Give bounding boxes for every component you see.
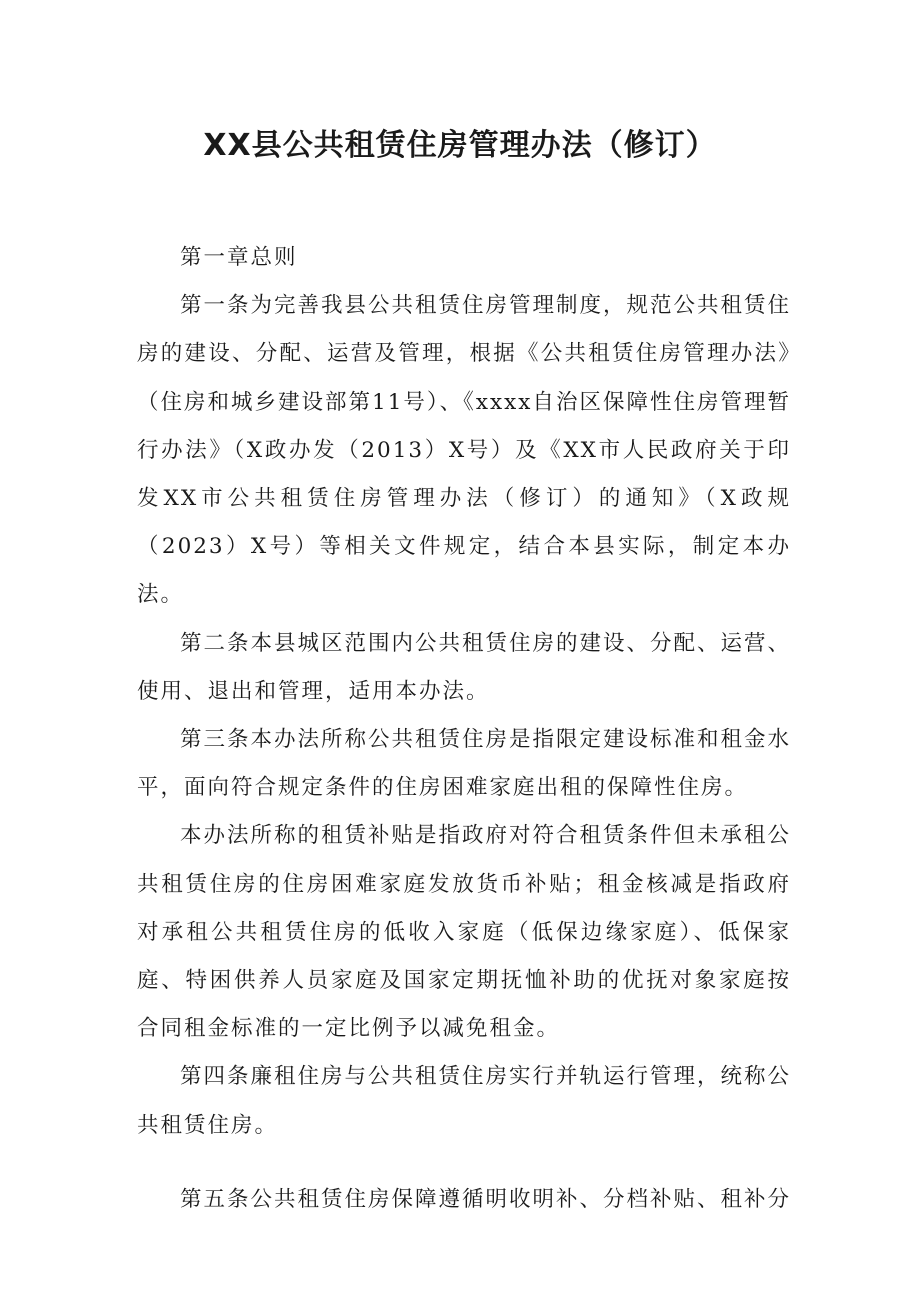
document-body (137, 234, 791, 1224)
subsidy-definition-paragraph: 本办法所称的租赁补贴是指政府对符合租赁条件但未承租公共租赁住房的住房困难家庭发放货币补贴；租金核减是指政府对承租公共租赁住房的低收入家庭（低保边缘家庭）、低保家庭、特困供养人员家庭及国家定期抚恤补助的优抚对象家庭按合同租金标准的一定比例予以减免租金。 (137, 823, 792, 1042)
document-title: XX县公共租赁住房管理办法（修订） (203, 128, 717, 163)
article-5-paragraph: 第五条公共租赁住房保障遵循明收明补、分档补贴、租补分 (180, 1186, 792, 1212)
chapter-heading: 第一章总则 (180, 245, 298, 270)
article-3-paragraph: 第三条本办法所称公共租赁住房是指限定建设标准和租金水平，面向符合规定条件的住房困难家庭出租的保障性住房。 (137, 727, 792, 801)
article-4-paragraph: 第四条廉租住房与公共租赁住房实行并轨运行管理，统称公共租赁住房。 (137, 1064, 792, 1138)
article-2-paragraph: 第二条本县城区范围内公共租赁住房的建设、分配、运营、使用、退出和管理，适用本办法。 (137, 630, 792, 704)
article-1-paragraph: 第一条为完善我县公共租赁住房管理制度，规范公共租赁住房的建设、分配、运营及管理，根据《公共租赁住房管理办法》（住房和城乡建设部第11号）、《xxxx自治区保障性住房管理暂行办法》（X政办发（2013）X号）及《XX市人民政府关于印发XX市公共租赁住房管理办法（修订）的通知》（X政规（2023）X号）等相关文件规定，结合本县实际，制定本办法。 (137, 293, 792, 608)
